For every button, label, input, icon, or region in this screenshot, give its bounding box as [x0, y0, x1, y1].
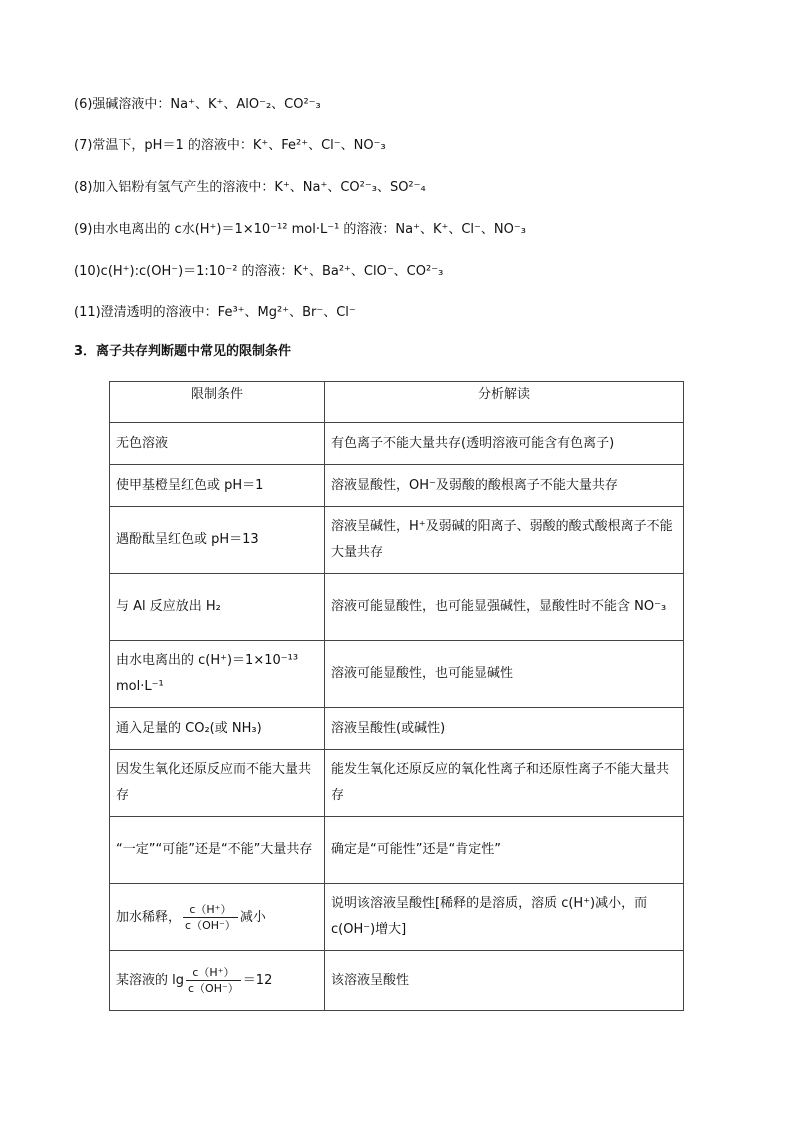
condition-cell: 无色溶液: [110, 423, 325, 465]
analysis-cell: 溶液可能显酸性，也可能显碱性: [325, 641, 684, 708]
ratio-fraction: [186, 965, 241, 996]
condition-cell: [110, 884, 325, 951]
condition-prefix: 某溶液的 lg: [116, 973, 184, 988]
analysis-cell: 该溶液呈酸性: [325, 951, 684, 1011]
table-row: [110, 641, 684, 708]
table-header-row: [110, 382, 684, 423]
table-row: [110, 507, 684, 574]
condition-suffix: 减小: [239, 909, 266, 925]
table-row: [110, 884, 684, 951]
list-item-6: (6)强碱溶液中：Na⁺、K⁺、AlO⁻₂、CO²⁻₃: [74, 97, 321, 112]
condition-cell: [110, 951, 325, 1011]
condition-cell: 由水电离出的 c(H⁺)＝1×10⁻¹³ mol·L⁻¹: [110, 641, 325, 708]
fraction-numerator: c（H⁺）: [183, 902, 238, 918]
list-item-8: (8)加入铝粉有氢气产生的溶液中：K⁺、Na⁺、CO²⁻₃、SO²⁻₄: [74, 180, 426, 195]
table-row: [110, 817, 684, 884]
condition-cell: 与 Al 反应放出 H₂: [110, 574, 325, 641]
condition-cell: 遇酚酞呈红色或 pH＝13: [110, 507, 325, 574]
analysis-cell: 溶液显酸性，OH⁻及弱酸的酸根离子不能大量共存: [325, 465, 684, 507]
analysis-cell: 有色离子不能大量共存(透明溶液可能含有色离子): [325, 423, 684, 465]
list-item-9: (9)由水电离出的 c水(H⁺)＝1×10⁻¹² mol·L⁻¹ 的溶液：Na⁺、K⁺、Cl⁻、NO⁻₃: [74, 222, 526, 237]
fraction-numerator: c（H⁺）: [186, 965, 241, 981]
table-row: [110, 423, 684, 465]
table-row: [110, 574, 684, 641]
fraction-denominator: c（OH⁻）: [188, 982, 239, 995]
fraction-denominator: c（OH⁻）: [185, 918, 236, 932]
condition-cell: 使甲基橙呈红色或 pH＝1: [110, 465, 325, 507]
column-header-analysis: 分析解读: [325, 382, 684, 423]
condition-cell: 因发生氧化还原反应而不能大量共存: [110, 750, 325, 817]
table-row: [110, 951, 684, 1011]
analysis-cell: 溶液呈碱性，H⁺及弱碱的阳离子、弱酸的酸式酸根离子不能大量共存: [325, 507, 684, 574]
list-item-11: (11)澄清透明的溶液中：Fe³⁺、Mg²⁺、Br⁻、Cl⁻: [74, 305, 356, 320]
condition-suffix: ＝12: [242, 973, 273, 988]
analysis-cell: 确定是“可能性”还是“肯定性”: [325, 817, 684, 884]
section-heading: 3．离子共存判断题中常见的限制条件: [74, 344, 292, 359]
condition-cell: 通入足量的 CO₂(或 NH₃): [110, 708, 325, 750]
table-row: [110, 465, 684, 507]
condition-prefix: 加水稀释，: [116, 909, 182, 925]
condition-cell: “一定”“可能”还是“不能”大量共存: [110, 817, 325, 884]
list-item-10: (10)c(H⁺):c(OH⁻)＝1:10⁻² 的溶液：K⁺、Ba²⁺、ClO⁻、CO²⁻₃: [74, 264, 444, 279]
analysis-cell: 溶液可能显酸性，也可能显强碱性，显酸性时不能含 NO⁻₃: [325, 574, 684, 641]
table-row: [110, 750, 684, 817]
analysis-cell: 溶液呈酸性(或碱性): [325, 708, 684, 750]
table-row: [110, 708, 684, 750]
list-item-7: (7)常温下，pH＝1 的溶液中：K⁺、Fe²⁺、Cl⁻、NO⁻₃: [74, 138, 386, 153]
column-header-condition: 限制条件: [110, 382, 325, 423]
conditions-table: [109, 381, 684, 1011]
analysis-cell: 能发生氧化还原反应的氧化性离子和还原性离子不能大量共存: [325, 750, 684, 817]
ratio-fraction: [183, 902, 238, 933]
analysis-cell: 说明该溶液呈酸性[稀释的是溶质，溶质 c(H⁺)减小，而 c(OH⁻)增大]: [325, 884, 684, 951]
